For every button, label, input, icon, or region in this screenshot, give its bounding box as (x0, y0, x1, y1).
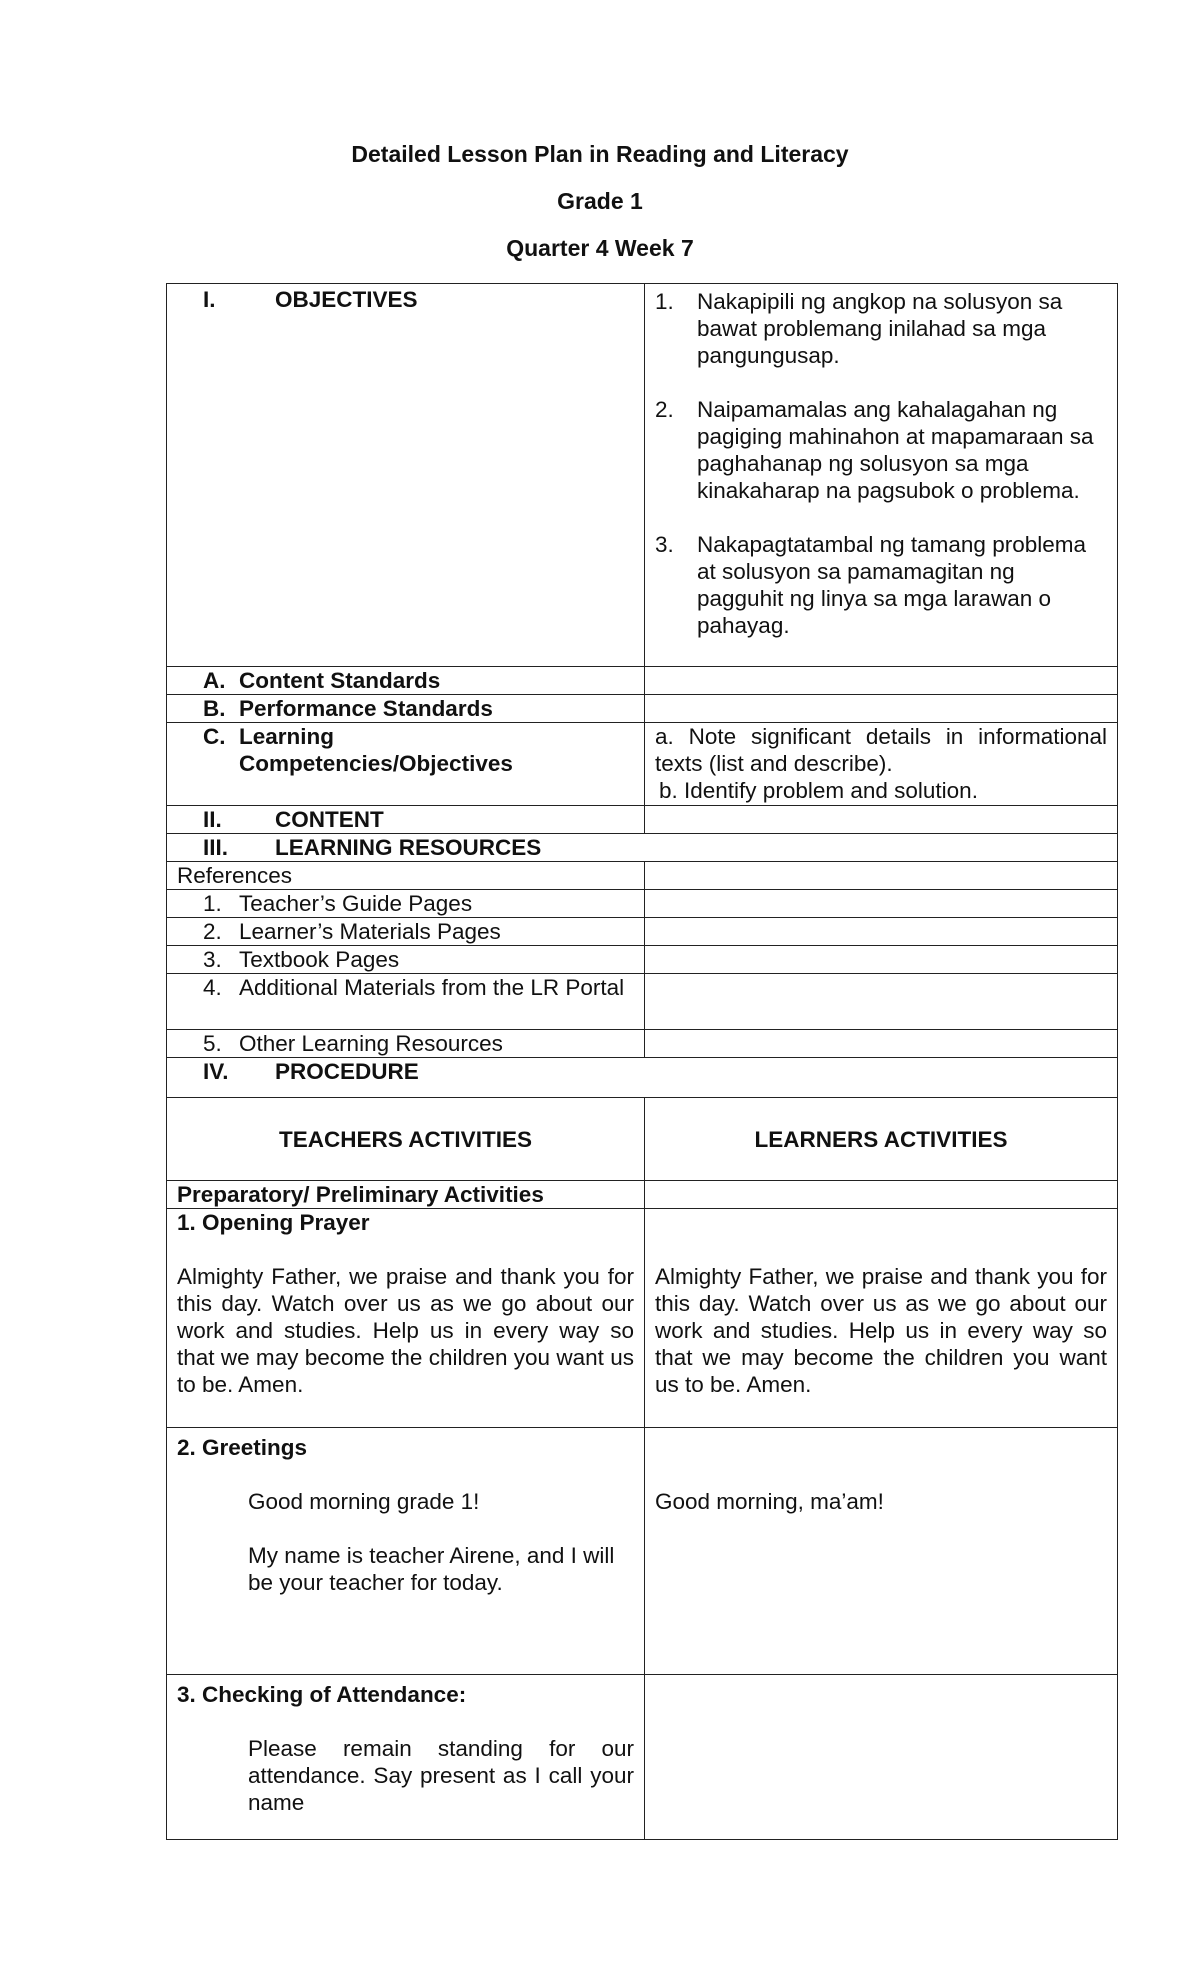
references-row (167, 862, 1118, 890)
competency-b: b. Identify problem and solution. (659, 778, 978, 803)
content-label: CONTENT (275, 807, 384, 832)
reference-row: 3. Textbook Pages (167, 946, 1118, 974)
reference-row: 1. Teacher’s Guide Pages (167, 890, 1118, 918)
greetings-learner-text: Good morning, ma’am! (655, 1489, 884, 1514)
learners-activities-header: LEARNERS ACTIVITIES (645, 1098, 1118, 1181)
quarter-heading: Quarter 4 Week 7 (506, 235, 694, 261)
reference-row: 5. Other Learning Resources (167, 1030, 1118, 1058)
objective-item: 2. Naipamamalas ang kahalagahan ng pagiging mahinahon at mapamaraan sa paghahanap ng solusyon sa mga kinakaharap na pagsubok o problema. (655, 397, 1094, 503)
grade-heading: Grade 1 (557, 188, 643, 214)
greetings-row (167, 1428, 1118, 1675)
learning-resources-label: LEARNING RESOURCES (275, 835, 542, 860)
references-label: References (167, 862, 645, 890)
document-title: Detailed Lesson Plan in Reading and Literacy (351, 141, 849, 167)
learning-resources-row: III. LEARNING RESOURCES (167, 834, 1118, 862)
attendance-heading: 3. Checking of Attendance: (177, 1682, 467, 1707)
content-standards-row: A. Content Standards (167, 667, 1118, 695)
learning-competencies-label: Learning Competencies/Objectives (239, 724, 513, 776)
opening-prayer-heading: 1. Opening Prayer (177, 1210, 370, 1235)
attendance-learner-cell (645, 1675, 1118, 1840)
greetings-teacher-line-2: My name is teacher Airene, and I will be your teacher for today. (248, 1543, 615, 1595)
attendance-teacher-text: Please remain standing for our attendance. Say present as I call your name (248, 1736, 634, 1815)
teachers-activities-header: TEACHERS ACTIVITIES (167, 1098, 645, 1181)
performance-standards-row: B. Performance Standards (167, 695, 1118, 723)
objectives-list (655, 288, 1107, 639)
objectives-row (167, 284, 1118, 667)
activities-header-row (167, 1098, 1118, 1181)
opening-prayer-learner-text: Almighty Father, we praise and thank you for this day. Watch over us as we go about our work and studies. Help us in every way so that we may become the children you want us to be. Amen. (655, 1264, 1107, 1397)
attendance-row (167, 1675, 1118, 1840)
greetings-teacher-line-1: Good morning grade 1! (248, 1489, 480, 1514)
procedure-label: PROCEDURE (275, 1059, 419, 1084)
preparatory-row (167, 1181, 1118, 1209)
lesson-plan-table (166, 283, 1118, 1840)
opening-prayer-row (167, 1209, 1118, 1428)
greetings-heading: 2. Greetings (177, 1435, 308, 1460)
reference-row: 4. Additional Materials from the LR Portal (167, 974, 1118, 1030)
opening-prayer-teacher-text: Almighty Father, we praise and thank you for this day. Watch over us as we go about our work and studies. Help us in every way so that we may become the children you want us to be. Amen. (177, 1264, 634, 1397)
content-standards-label: Content Standards (239, 668, 441, 693)
objectives-label: OBJECTIVES (275, 287, 418, 312)
reference-row: 2. Learner’s Materials Pages (167, 918, 1118, 946)
procedure-row: IV. PROCEDURE (167, 1058, 1118, 1098)
objectives-numeral: I. (203, 287, 216, 312)
preparatory-label: Preparatory/ Preliminary Activities (167, 1181, 645, 1209)
objective-item: 3. Nakapagtatambal ng tamang problema at solusyon sa pamamagitan ng pagguhit ng linya sa mga larawan o pahayag. (655, 532, 1086, 638)
performance-standards-label: Performance Standards (239, 696, 493, 721)
learning-competencies-row: C. Learning Competencies/Objectives a. Note significant details in informational texts (list and describe). b. Identify problem and solution. (167, 723, 1118, 806)
competency-a: a. Note significant details in informational texts (list and describe). (655, 724, 1107, 776)
objective-item: 1. Nakapipili ng angkop na solusyon sa bawat problemang inilahad sa mga pangungusap. (655, 289, 1063, 368)
content-row: II. CONTENT (167, 806, 1118, 834)
